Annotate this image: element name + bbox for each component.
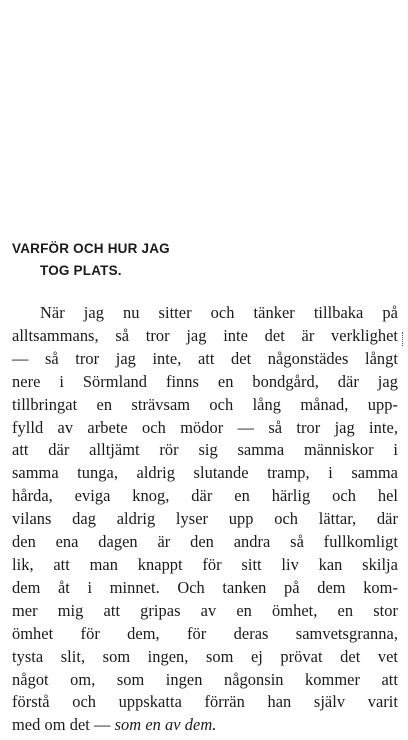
text-line: När jag nu sitter och tänker tillbaka på	[40, 303, 398, 322]
text-line: lik, att man knappt för sitt liv kan skilja	[12, 554, 398, 574]
text-line: alltsammans, så tror jag inte det är verklighet	[12, 325, 398, 345]
text-line: förstå och uppskatta förrän han själv varit	[12, 692, 398, 712]
text-line: fylld av arbete och mödor — så tror jag inte,	[12, 417, 398, 437]
text-line: hårda, eviga knog, där en härlig och hel	[12, 486, 398, 506]
text-line: vilans dag aldrig lyser upp och lättar, där	[12, 509, 398, 529]
final-line-italic: som en av dem.	[114, 715, 217, 735]
text-line: tysta slit, som ingen, som ej prövat det vet	[12, 646, 398, 666]
text-line: att där alltjämt rör sig samma människor i	[12, 440, 398, 460]
text-line: ömhet för dem, för deras samvetsgranna,	[12, 623, 398, 643]
text-line: nere i Sörmland finns en bondgård, där jag	[12, 371, 398, 391]
text-line: — så tror jag inte, att det någonstädes långt	[12, 348, 398, 368]
chapter-heading	[12, 238, 170, 282]
chapter-heading-line-1: VARFÖR OCH HUR JAG	[12, 241, 170, 256]
text-line: dem åt i minnet. Och tanken på dem kom-	[12, 577, 398, 597]
final-line-text: med om det —	[12, 715, 115, 735]
chapter-heading-line-2: TOG PLATS.	[40, 263, 122, 278]
text-line: tillbringat en strävsam och lång månad, upp-	[12, 394, 398, 414]
text-line: något om, som ingen någonsin kommer att	[12, 669, 398, 689]
text-line-final	[12, 714, 398, 737]
margin-mark	[402, 332, 405, 346]
text-line: mer mig att gripas av en ömhet, en stor	[12, 600, 398, 620]
text-line: den ena dagen är den andra så fullkomligt	[12, 532, 398, 552]
text-line: samma tunga, aldrig slutande tramp, i samma	[12, 463, 398, 483]
body-paragraph	[12, 302, 398, 737]
